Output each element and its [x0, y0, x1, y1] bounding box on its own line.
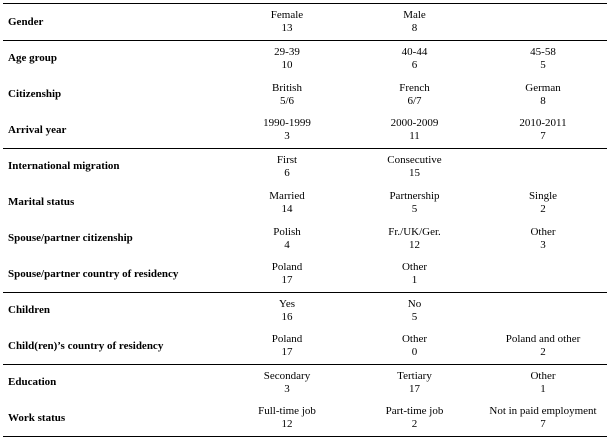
count-value: 5: [411, 310, 418, 323]
count-value: 10: [281, 58, 293, 71]
value-cell: [479, 41, 607, 77]
category-label: Yes: [278, 297, 295, 310]
category-label: Other: [530, 225, 556, 238]
category-label: Male: [403, 9, 426, 21]
row-label: Gender: [3, 4, 224, 41]
category-label: Consecutive: [387, 153, 442, 166]
value-cell: [350, 329, 479, 365]
row-label: Spouse/partner country of residency: [3, 257, 224, 293]
count-value: 1: [411, 274, 418, 287]
count-value: 17: [281, 274, 293, 287]
table-row: [3, 149, 607, 185]
count-value: 7: [540, 418, 546, 431]
value-cell: [479, 113, 607, 149]
table-body: [3, 4, 607, 437]
category-label: [479, 261, 607, 274]
category-label: First: [276, 153, 298, 166]
row-label: Child(ren)’s country of residency: [3, 329, 224, 365]
value-cell: [224, 329, 350, 365]
table-row: [3, 329, 607, 365]
count-value: 5: [411, 202, 418, 215]
value-cell: [350, 149, 479, 185]
count-value: 3: [284, 130, 290, 143]
value-cell: [350, 185, 479, 221]
value-cell: [479, 365, 607, 401]
value-cell: [350, 293, 479, 329]
category-label: Poland: [271, 333, 303, 346]
category-label: Other: [401, 261, 428, 274]
category-label: Tertiary: [397, 369, 432, 382]
count-value: 12: [409, 238, 420, 251]
value-cell: [224, 365, 350, 401]
value-cell: [224, 41, 350, 77]
category-label: French: [399, 81, 430, 94]
table-row: [3, 77, 607, 113]
count-value: [479, 311, 607, 324]
count-value: 5: [540, 58, 546, 71]
count-value: 13: [281, 22, 293, 34]
count-value: 6: [411, 58, 418, 71]
table-row: [3, 4, 607, 41]
value-cell: [224, 77, 350, 113]
count-value: 4: [284, 238, 290, 251]
count-value: 17: [409, 382, 420, 395]
value-cell: [350, 401, 479, 437]
category-label: Fr./UK/Ger.: [388, 225, 441, 238]
table-row: [3, 293, 607, 329]
row-label: Work status: [3, 401, 224, 437]
value-cell: [350, 77, 479, 113]
category-label: Not in paid employment: [489, 405, 597, 418]
value-cell: [350, 113, 479, 149]
row-label: Citizenship: [8, 88, 62, 100]
category-label: Secondary: [263, 369, 311, 382]
row-label: Education: [8, 376, 57, 389]
category-label: Poland: [271, 261, 303, 274]
category-label: Partnership: [389, 189, 440, 202]
category-label: Poland and other: [505, 333, 581, 346]
value-cell: [479, 185, 607, 221]
category-label: Part-time job: [385, 405, 444, 418]
category-label: 40-44: [401, 45, 428, 58]
table-row: [3, 365, 607, 401]
value-cell: [479, 77, 607, 113]
category-label: Full-time job: [258, 405, 316, 418]
category-label: 45-58: [530, 45, 556, 58]
value-cell: [224, 221, 350, 257]
category-label: 2010-2011: [519, 117, 567, 130]
count-value: [479, 167, 607, 180]
category-label: [479, 298, 607, 311]
category-label: Other: [530, 369, 556, 382]
count-value: 6: [284, 166, 290, 179]
category-label: No: [407, 297, 422, 310]
value-cell: [224, 401, 350, 437]
value-cell: [224, 113, 350, 149]
count-value: 17: [281, 346, 293, 359]
count-value: 8: [411, 22, 418, 34]
value-cell: [350, 4, 479, 41]
value-cell: [350, 221, 479, 257]
value-cell: [350, 257, 479, 293]
value-cell: [350, 365, 479, 401]
category-label: Other: [401, 333, 428, 346]
row-label: Children: [8, 304, 50, 317]
row-label: Arrival year: [3, 113, 224, 149]
count-value: 11: [409, 130, 420, 143]
count-value: [479, 22, 607, 35]
count-value: 5/6: [279, 94, 295, 107]
count-value: 12: [281, 418, 293, 431]
value-cell: [479, 257, 607, 293]
count-value: [479, 274, 607, 287]
value-cell: [224, 257, 350, 293]
count-value: 2: [411, 418, 418, 431]
count-value: 8: [540, 94, 546, 107]
category-label: [479, 9, 607, 22]
count-value: 1: [540, 382, 546, 395]
category-label: Polish: [273, 225, 301, 238]
category-label: Married: [269, 189, 305, 202]
count-value: 3: [284, 382, 290, 395]
count-value: 2: [540, 202, 546, 215]
row-label: Age group: [8, 52, 57, 65]
count-value: 7: [540, 130, 546, 143]
category-label: British: [272, 81, 302, 94]
row-label: Spouse/partner citizenship: [8, 232, 133, 244]
category-label: Female: [270, 9, 304, 21]
value-cell: [479, 149, 607, 185]
table-row: [3, 113, 607, 149]
value-cell: [350, 41, 479, 77]
table-row: [3, 401, 607, 437]
count-value: 16: [281, 310, 293, 323]
value-cell: [479, 329, 607, 365]
value-cell: [224, 4, 350, 41]
count-value: 6/7: [407, 94, 422, 107]
category-label: 29-39: [274, 45, 300, 58]
row-label: Marital status: [8, 196, 75, 208]
count-value: 3: [540, 238, 546, 251]
table-row: [3, 221, 607, 257]
value-cell: [479, 401, 607, 437]
count-value: 15: [409, 166, 420, 179]
table-row: [3, 41, 607, 77]
respondents-table-container: [3, 3, 607, 437]
category-label: German: [525, 81, 561, 94]
count-value: 0: [411, 346, 418, 359]
value-cell: [224, 293, 350, 329]
value-cell: [224, 185, 350, 221]
category-label: 1990-1999: [263, 117, 311, 130]
count-value: 2: [540, 346, 546, 359]
value-cell: [224, 149, 350, 185]
respondents-table: [3, 3, 607, 437]
category-label: 2000-2009: [390, 117, 439, 130]
table-row: [3, 257, 607, 293]
count-value: 14: [281, 202, 293, 215]
category-label: Single: [528, 189, 558, 202]
value-cell: [479, 4, 607, 41]
category-label: [479, 154, 607, 167]
table-row: [3, 185, 607, 221]
value-cell: [479, 221, 607, 257]
value-cell: [479, 293, 607, 329]
row-label: International migration: [8, 160, 120, 173]
